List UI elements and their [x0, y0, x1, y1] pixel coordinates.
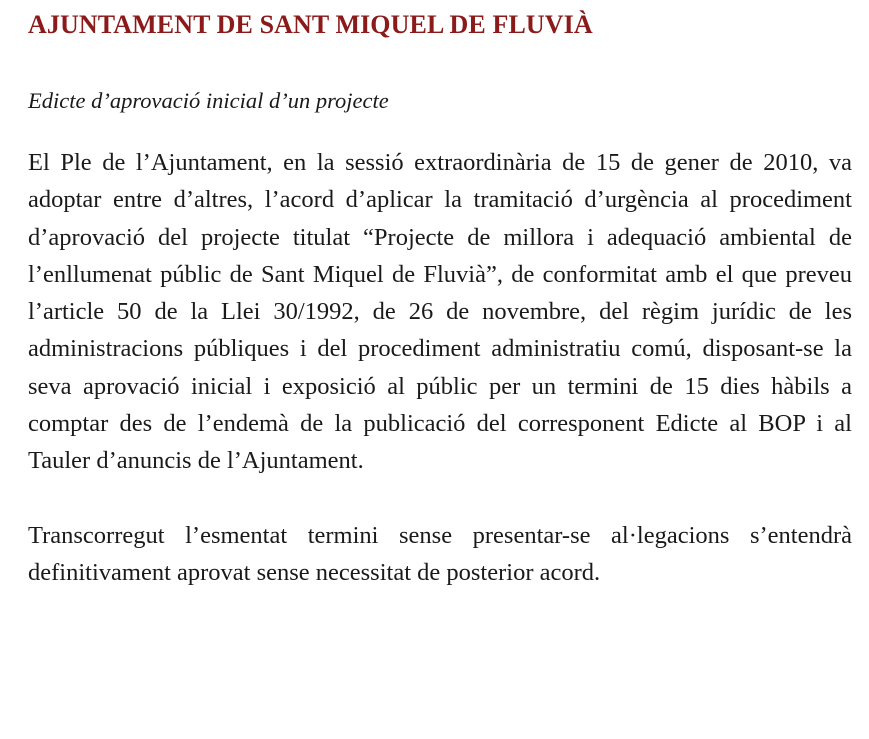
document-page — [28, 0, 852, 591]
body-paragraph-2: Transcorregut l’esmentat termini sense presentar-se al·legacions s’entendrà definitivament aprovat sense necessitat de posterior acord. — [28, 521, 852, 586]
document-title: AJUNTAMENT DE SANT MIQUEL DE FLUVIÀ — [28, 10, 593, 39]
body-paragraph-1: El Ple de l’Ajuntament, en la sessió extraordinària de 15 de gener de 2010, va adoptar entre d’altres, l’acord d’aplicar la tramitació d’urgència al procediment d’aprovació del projecte titulat “Projecte de millora i adequació ambiental de l’enllumenat públic de Sant Miquel de Fluvià”, de conformitat amb el que preveu l’article 50 de la Llei 30/1992, de 26 de novembre, del règim jurídic de les administracions públiques i del procediment administratiu comú, disposant-se la seva aprovació inicial i exposició al públic per un termini de 15 dies hàbils a comptar des de l’endemà de la publicació del corresponent Edicte al BOP i al Tauler d’anuncis de l’Ajuntament. — [28, 149, 852, 475]
document-subtitle: Edicte d’aprovació inicial d’un projecte — [28, 88, 389, 113]
